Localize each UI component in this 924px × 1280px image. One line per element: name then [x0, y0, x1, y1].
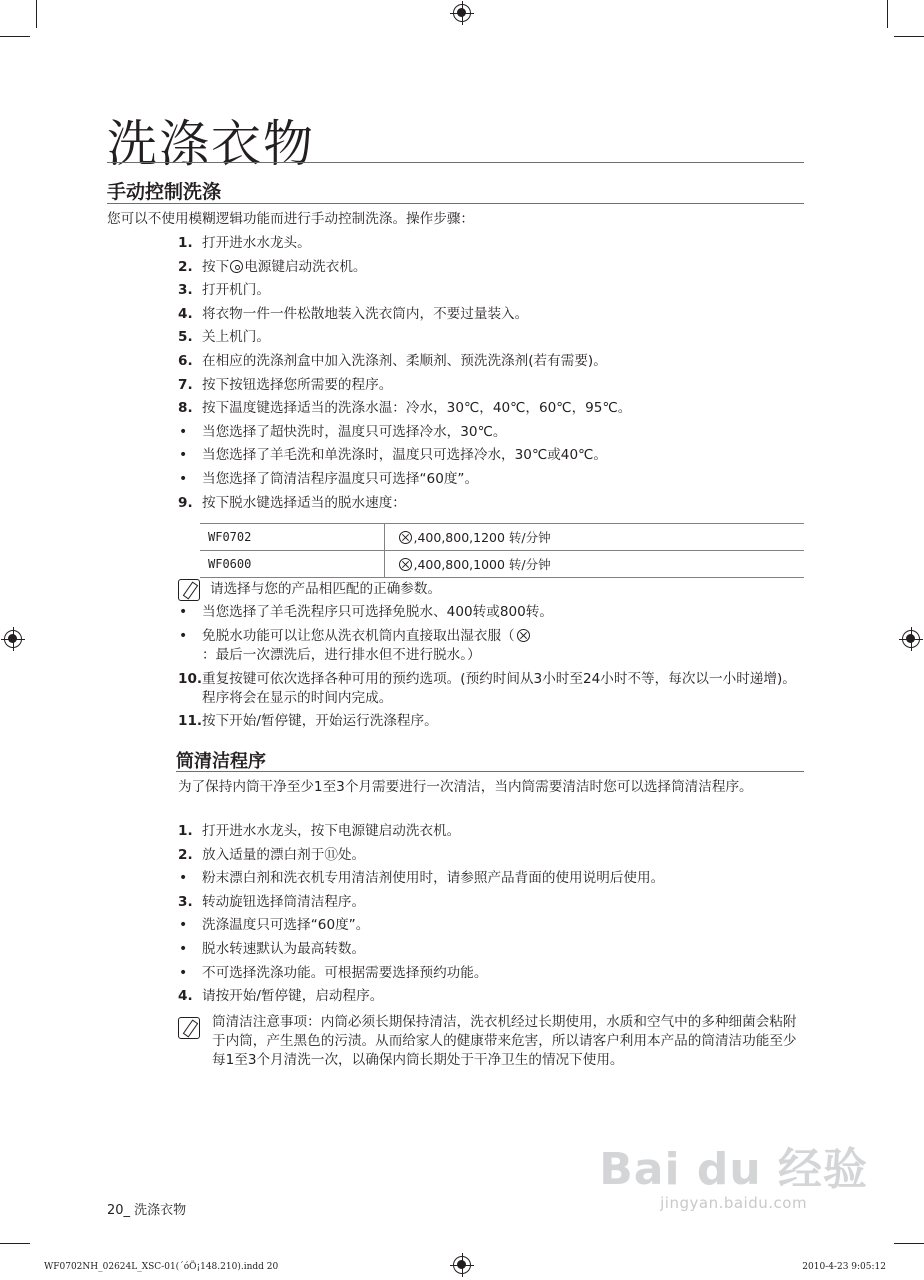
trim-mark-bottom-left: [0, 1243, 30, 1244]
note-pencil-icon: [178, 579, 200, 601]
watermark-logo: Bai du 经验: [599, 1144, 868, 1195]
table-row: [200, 551, 804, 578]
model-cell: WF0702: [200, 524, 384, 551]
spin-speed-table: [200, 523, 804, 578]
bullet-item: • 免脱水功能可以让您从洗衣机筒内直接取出湿衣服（：最后一次漂洗后，进行排水但不进行脱水。）: [178, 625, 804, 667]
trim-mark-top-right-v: [887, 0, 888, 28]
step-item: 6. 在相应的洗涤剂盒中加入洗涤剂、柔顺剂、预洗洗涤剂(若有需要)。: [178, 352, 607, 369]
drum-clean-note: 筒清洁注意事项：内筒必须长期保持清洁，洗衣机经过长期使用，水质和空气中的多种细菌会粘附于内筒，产生黑色的污渍。从而给家人的健康带来危害，所以请客户利用本产品的筒清洁功能至少每1至3个月清洗一次，以确保内筒长期处于干净卫生的情况下使用。: [212, 1014, 797, 1068]
trim-mark-bottom-right: [894, 1243, 924, 1244]
drum-clean-steps: [178, 820, 804, 1009]
manual-wash-steps: [178, 232, 804, 515]
top-registration-mark: [453, 4, 471, 22]
bullet-item: • 不可选择洗涤功能。可根据需要选择预约功能。: [179, 964, 488, 981]
bullet-item: • 当您选择了筒清洁程序温度只可选择“60度”。: [179, 470, 479, 487]
manual-wash-title: 手动控制洗涤: [107, 181, 222, 203]
step-item: 1. 打开进水水龙头，按下电源键启动洗衣机。: [178, 823, 461, 839]
step-item: 8. 按下温度键选择适当的洗涤水温：冷水，30℃，40℃，60℃，95℃。: [178, 400, 632, 417]
note-pencil-icon: [178, 1017, 200, 1039]
manual-note: 请选择与您的产品相匹配的正确参数。: [210, 581, 442, 597]
step-item: 3. 打开机门。: [178, 282, 270, 299]
bullet-item: • 洗涤温度只可选择“60度”。: [179, 917, 370, 934]
speed-cell: ,400,800,1200 转/分钟: [384, 524, 804, 551]
manual-wash-intro: 您可以不使用模糊逻辑功能而进行手动控制洗涤。操作步骤：: [107, 211, 475, 227]
bullet-item: • 当您选择了羊毛洗程序只可选择免脱水、400转或800转。: [179, 604, 553, 620]
step-item: 11. 按下开始/暂停键，开始运行洗涤程序。: [178, 712, 438, 729]
bullet-item: • 当您选择了羊毛洗和单洗涤时，温度只可选择冷水，30℃或40℃。: [179, 447, 607, 464]
step-item: 2. 放入适量的漂白剂于⑪处。: [178, 846, 366, 863]
bullet-item: • 粉末漂白剂和洗衣机专用清洁剂使用时，请参照产品背面的使用说明后使用。: [179, 870, 665, 887]
bullet-item: • 当您选择了超快洗时，温度只可选择冷水，30℃。: [179, 423, 507, 440]
step-item: 4. 将衣物一件一件松散地装入洗衣筒内，不要过量装入。: [178, 305, 529, 322]
speed-cell: ,400,800,1000 转/分钟: [384, 551, 804, 578]
drum-clean-intro: 为了保持内筒干净至少1至3个月需要进行一次清洁，当内筒需要清洁时您可以选择筒清洁程序。: [178, 779, 753, 795]
manual-wash-rule: [107, 203, 804, 204]
power-icon: [230, 260, 243, 273]
model-cell: WF0600: [200, 551, 384, 578]
drum-clean-title: 筒清洁程序: [176, 751, 266, 772]
chapter-title: 洗涤衣物: [107, 115, 315, 173]
step-item: 1. 打开进水水龙头。: [178, 235, 311, 251]
baidu-jingyan-watermark: [599, 1146, 868, 1212]
no-spin-icon: [399, 558, 412, 571]
step-item: 2. 按下 电源键启动洗衣机。: [178, 258, 367, 275]
step-item: 4. 请按开始/暂停键，启动程序。: [178, 988, 384, 1005]
page-number-label: 20_ 洗涤衣物: [107, 1203, 187, 1218]
step-item: 7. 按下按钮选择您所需要的程序。: [178, 376, 393, 393]
step-item: 10. 重复按键可依次选择各种可用的预约选项。(预约时间从3小时至24小时不等，每次以一小时递增)。程序将会在显示的时间内完成。: [178, 670, 796, 706]
date-slug: 2010-4-23 9:05:12: [802, 1262, 886, 1272]
step-item: 3. 转动旋钮选择筒清洁程序。: [178, 893, 366, 910]
table-row: [200, 524, 804, 551]
trim-mark-top-right: [894, 36, 924, 37]
step-item: 9. 按下脱水键选择适当的脱水速度：: [178, 494, 406, 511]
chapter-title-rule: [107, 162, 804, 163]
step-item: 5. 关上机门。: [178, 329, 270, 346]
no-spin-icon: [399, 531, 412, 544]
trim-mark-top-left-v: [36, 0, 37, 28]
file-slug: WF0702NH_02624L_XSC-01(´óÖ¡148.210).indd 20: [44, 1262, 279, 1272]
watermark-url: jingyan.baidu.com: [660, 1194, 808, 1212]
left-registration-mark: [4, 630, 22, 648]
manual-wash-more-steps: [178, 601, 804, 733]
right-registration-mark: [902, 630, 920, 648]
trim-mark-top-left: [0, 36, 30, 37]
no-spin-icon: [517, 629, 530, 642]
bullet-item: • 脱水转速默认为最高转数。: [179, 940, 366, 957]
drum-clean-rule: [176, 771, 804, 772]
bottom-registration-mark: [453, 1256, 471, 1274]
